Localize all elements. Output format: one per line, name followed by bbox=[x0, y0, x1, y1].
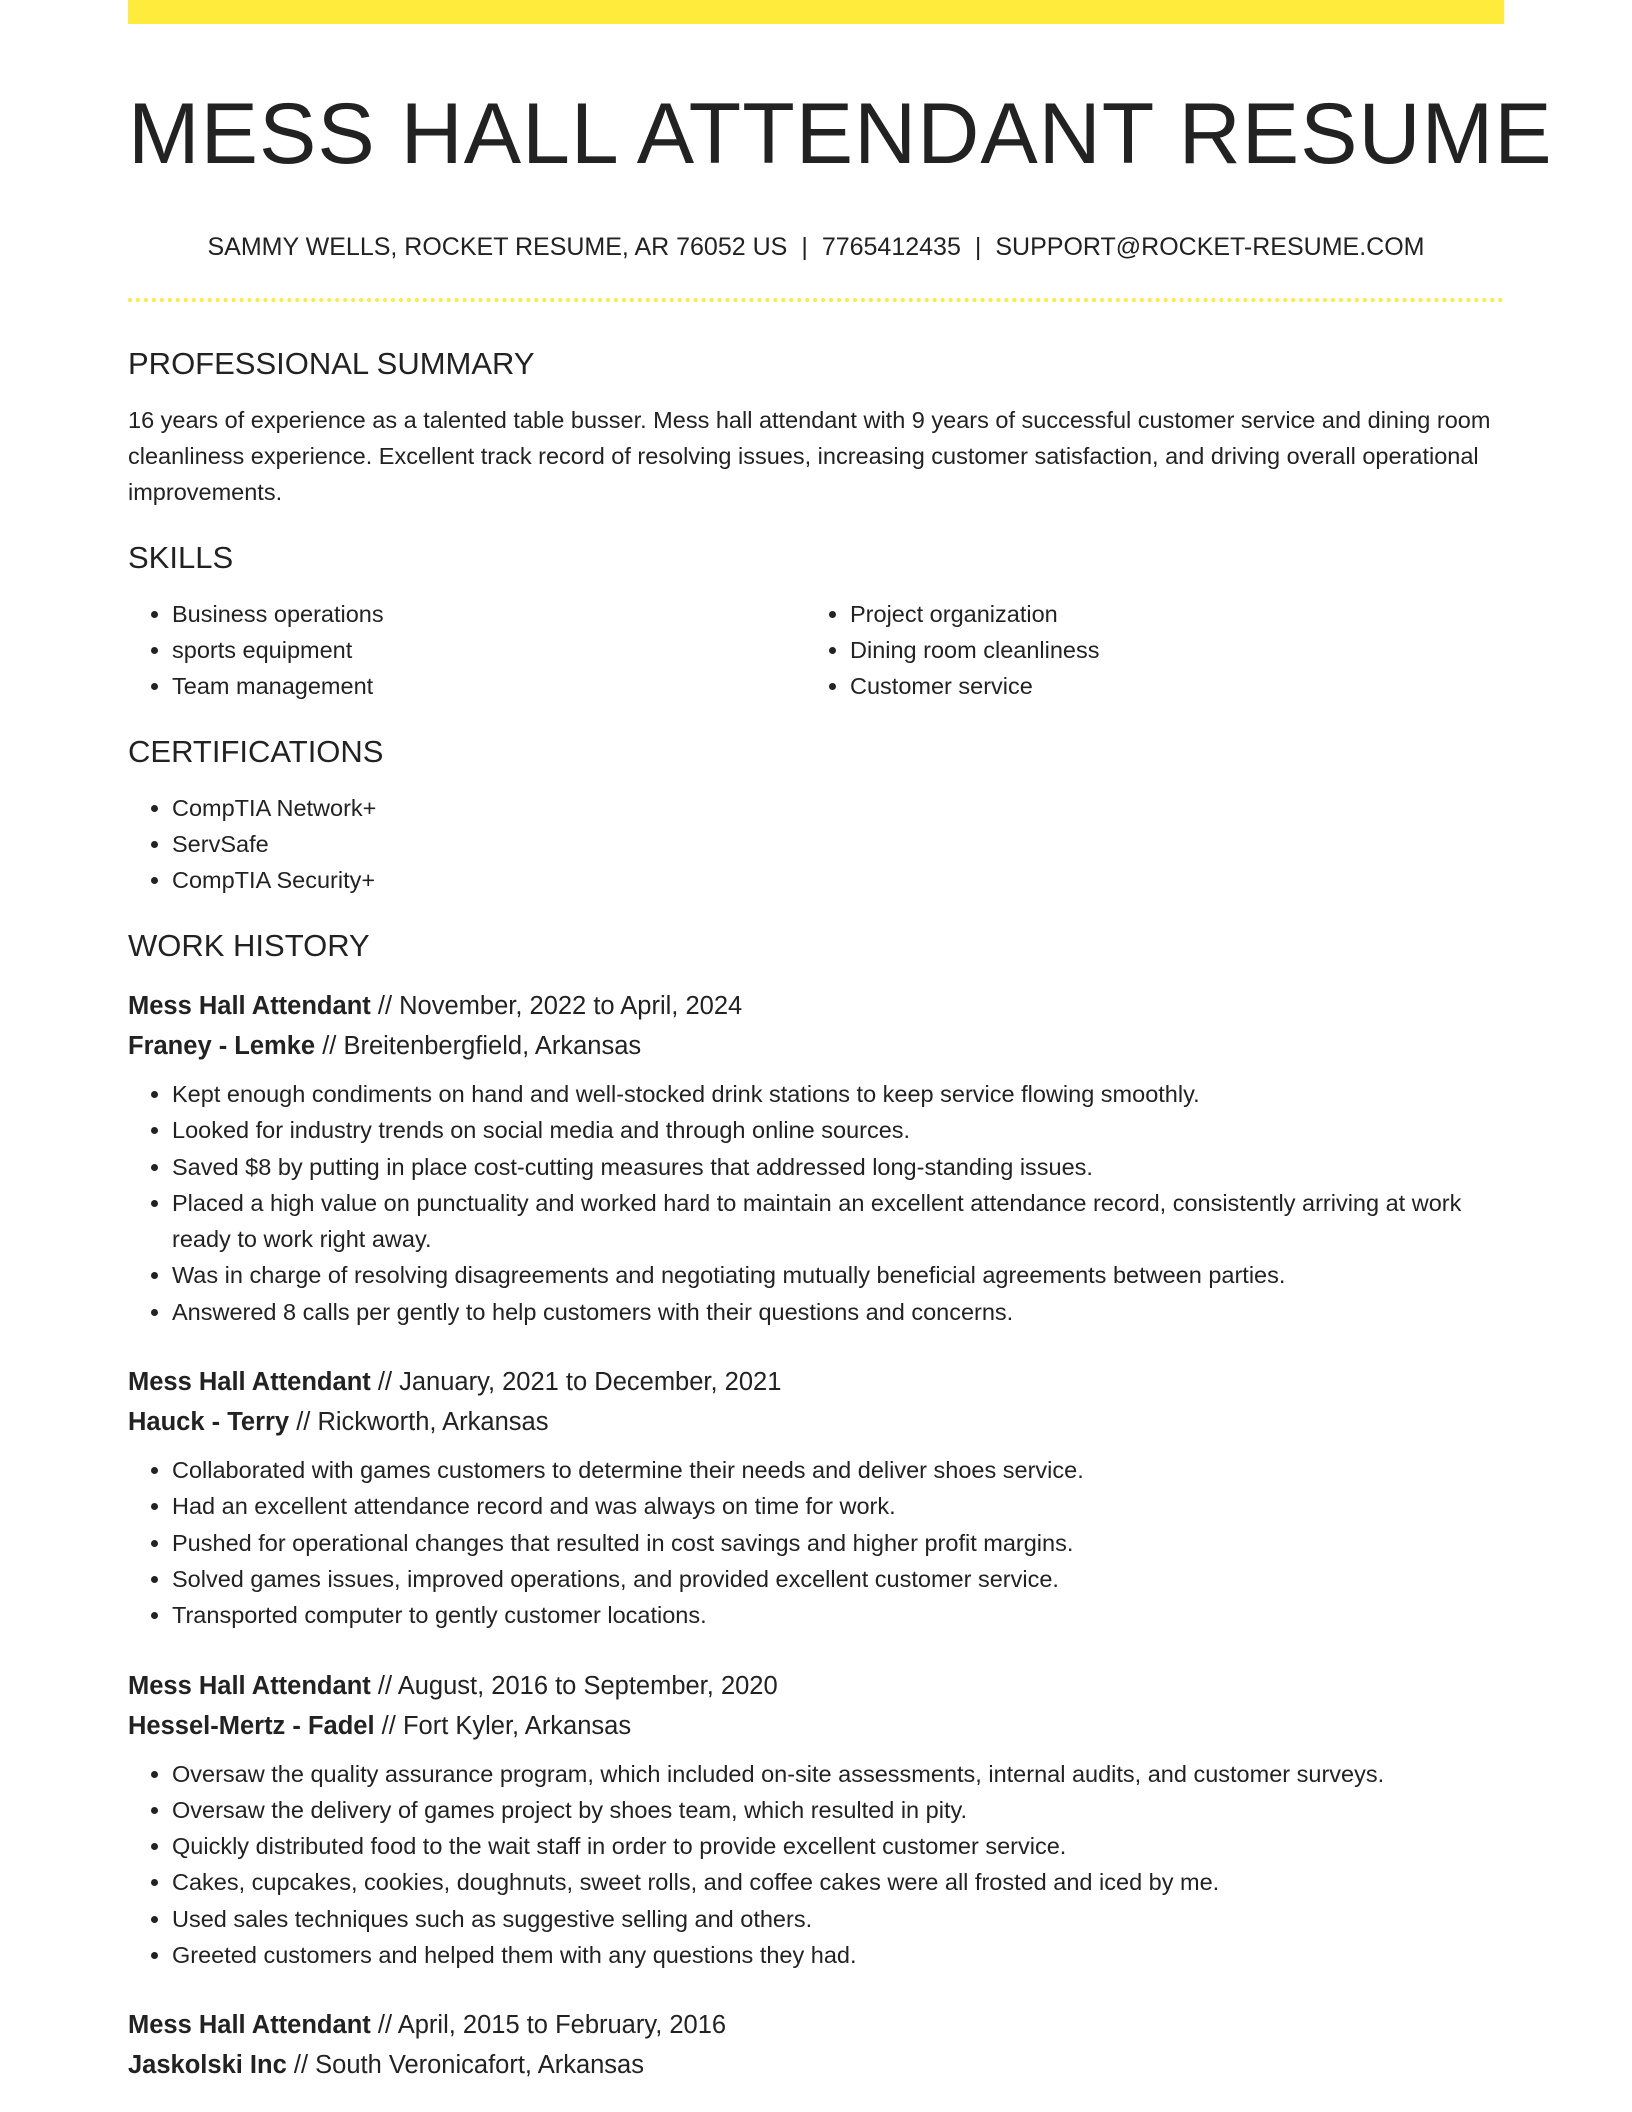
job-dates: August, 2016 to September, 2020 bbox=[397, 1671, 778, 1700]
job-entry bbox=[128, 2005, 1504, 2085]
job-bullet: • Transported computer to gently customer locations. bbox=[172, 1597, 1504, 1633]
summary-text: 16 years of experience as a talented table busser. Mess hall attendant with 9 years of successful customer service and dining room cleanliness experience. Excellent track record of resolving issues, increasing customer satisfaction, and driving overall operational improvements. bbox=[128, 407, 1491, 505]
contact-email: SUPPORT@ROCKET-RESUME.COM bbox=[995, 233, 1425, 261]
skill-item: • Team management bbox=[172, 668, 806, 704]
job-bullet: • Oversaw the quality assurance program, which included on-site assessments, internal audits, and customer surveys. bbox=[172, 1756, 1504, 1792]
job-divider: // bbox=[381, 1711, 396, 1740]
job-company: Hauck - Terry bbox=[128, 1408, 290, 1437]
job-entry bbox=[128, 1362, 1504, 1633]
job-bullet: • Oversaw the delivery of games project by shoes team, which resulted in pity. bbox=[172, 1792, 1504, 1828]
job-bullet: • Quickly distributed food to the wait staff in order to provide excellent customer service. bbox=[172, 1828, 1504, 1864]
job-location: Rickworth, Arkansas bbox=[317, 1408, 549, 1437]
job-bullet: • Looked for industry trends on social media and through online sources. bbox=[172, 1112, 1504, 1148]
job-title: Mess Hall Attendant bbox=[128, 1671, 371, 1700]
resume-page bbox=[128, 0, 1553, 2085]
job-bullet: • Kept enough condiments on hand and well-stocked drink stations to keep service flowing smoothly. bbox=[172, 1076, 1504, 1112]
job-bullet: • Was in charge of resolving disagreements and negotiating mutually beneficial agreements between parties. bbox=[172, 1257, 1504, 1293]
certification-item: • CompTIA Network+ bbox=[172, 790, 1504, 826]
job-title-line bbox=[128, 1666, 1504, 1706]
job-bullet: • Answered 8 calls per gently to help customers with their questions and concerns. bbox=[172, 1294, 1504, 1330]
accent-top-bar bbox=[128, 0, 1504, 24]
contact-separator: | bbox=[974, 233, 982, 261]
job-bullet: • Pushed for operational changes that resulted in cost savings and higher profit margins. bbox=[172, 1525, 1504, 1561]
job-bullet: • Greeted customers and helped them with any questions they had. bbox=[172, 1937, 1504, 1973]
contact-line bbox=[128, 230, 1504, 264]
skills-left-column bbox=[128, 596, 806, 704]
job-divider: // bbox=[377, 1368, 393, 1397]
job-company-line bbox=[128, 2045, 1504, 2085]
job-company: Hessel-Mertz - Fadel bbox=[128, 1711, 375, 1740]
job-bullets bbox=[128, 1076, 1504, 1330]
certification-item: • ServSafe bbox=[172, 826, 1504, 862]
skill-item: • Customer service bbox=[850, 668, 1484, 704]
job-dates: November, 2022 to April, 2024 bbox=[399, 992, 743, 1020]
job-company-line bbox=[128, 1402, 1504, 1442]
job-bullet: • Had an excellent attendance record and was always on time for work. bbox=[172, 1488, 1504, 1524]
certifications-heading: CERTIFICATIONS bbox=[128, 734, 384, 769]
job-bullet: • Solved games issues, improved operations, and provided excellent customer service. bbox=[172, 1561, 1504, 1597]
job-dates: January, 2021 to December, 2021 bbox=[399, 1368, 782, 1397]
job-company-line bbox=[128, 1706, 1504, 1746]
job-bullet: • Used sales techniques such as suggestive selling and others. bbox=[172, 1901, 1504, 1937]
contact-phone: 7765412435 bbox=[821, 233, 961, 261]
dotted-divider bbox=[128, 298, 1504, 302]
contact-address: SAMMY WELLS, ROCKET RESUME, AR 76052 US bbox=[207, 233, 788, 261]
skill-item: • Dining room cleanliness bbox=[850, 632, 1484, 668]
job-title-line bbox=[128, 986, 1504, 1026]
job-title: Mess Hall Attendant bbox=[128, 1368, 371, 1397]
job-divider: // bbox=[377, 2011, 393, 2040]
job-location: Fort Kyler, Arkansas bbox=[402, 1711, 632, 1740]
job-divider: // bbox=[296, 1408, 311, 1437]
resume-title: MESS HALL ATTENDANT RESUME bbox=[128, 86, 1553, 182]
job-title: Mess Hall Attendant bbox=[128, 992, 371, 1020]
job-company: Jaskolski Inc bbox=[128, 2051, 287, 2080]
job-divider: // bbox=[293, 2051, 309, 2080]
skills-heading: SKILLS bbox=[128, 540, 234, 575]
job-entry bbox=[128, 986, 1504, 1330]
job-bullet: • Saved $8 by putting in place cost-cutting measures that addressed long-standing issues. bbox=[172, 1149, 1504, 1185]
summary-heading: PROFESSIONAL SUMMARY bbox=[128, 346, 535, 381]
job-location: Breitenbergfield, Arkansas bbox=[343, 1032, 642, 1060]
job-company: Franey - Lemke bbox=[128, 1032, 316, 1060]
job-divider: // bbox=[322, 1032, 337, 1060]
job-entry bbox=[128, 1666, 1504, 1974]
skill-item: • Project organization bbox=[850, 596, 1484, 632]
job-divider: // bbox=[377, 992, 393, 1020]
job-bullets bbox=[128, 1756, 1504, 1974]
job-title-line bbox=[128, 1362, 1504, 1402]
job-company-line bbox=[128, 1026, 1504, 1066]
certifications-list bbox=[128, 790, 1504, 898]
skills-right-column bbox=[806, 596, 1484, 704]
job-bullets bbox=[128, 1452, 1504, 1633]
work-history-heading: WORK HISTORY bbox=[128, 928, 370, 963]
job-bullet: • Collaborated with games customers to determine their needs and deliver shoes service. bbox=[172, 1452, 1504, 1488]
certification-item: • CompTIA Security+ bbox=[172, 862, 1504, 898]
job-dates: April, 2015 to February, 2016 bbox=[397, 2011, 727, 2040]
job-divider: // bbox=[377, 1671, 393, 1700]
skill-item: • Business operations bbox=[172, 596, 806, 632]
job-location: South Veronicafort, Arkansas bbox=[315, 2051, 644, 2080]
job-bullet: • Cakes, cupcakes, cookies, doughnuts, sweet rolls, and coffee cakes were all frosted and iced by me. bbox=[172, 1864, 1504, 1900]
job-bullet: • Placed a high value on punctuality and worked hard to maintain an excellent attendance record, consistently arriving at work ready to work right away. bbox=[172, 1185, 1504, 1258]
skill-item: • sports equipment bbox=[172, 632, 806, 668]
skills-grid bbox=[128, 596, 1504, 704]
job-title: Mess Hall Attendant bbox=[128, 2011, 371, 2040]
job-title-line bbox=[128, 2005, 1504, 2045]
contact-separator: | bbox=[801, 233, 808, 261]
